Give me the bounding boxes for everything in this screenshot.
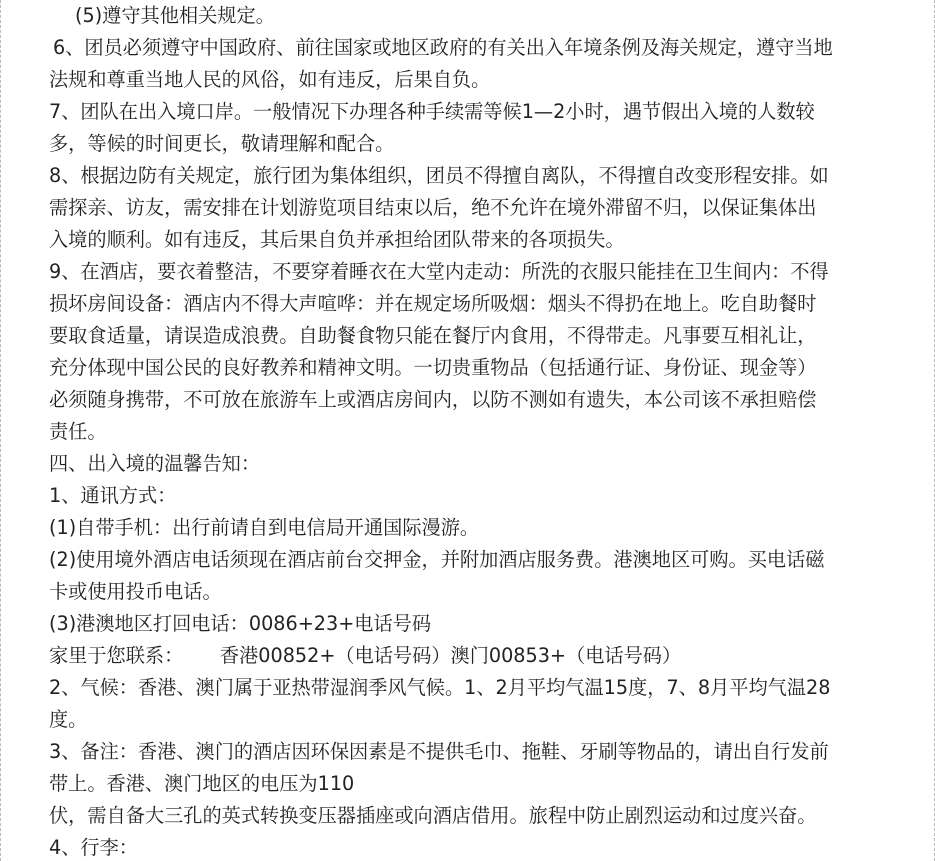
climate-info [49, 672, 909, 736]
text-line: 必须随身携带，不可放在旅游车上或酒店房间内，以防不测如有遗失，本公司该不承担赔偿 [49, 388, 817, 411]
rule-6-customs [49, 32, 909, 96]
rule-8-group-rules [49, 160, 909, 256]
section-4-heading [49, 448, 909, 480]
text-line: 入境的顺利。如有违反，其后果自负并承担给团队带来的各项损失。 [49, 228, 625, 251]
text-line: 伏，需自备大三孔的英式转换变压器插座或向酒店借用。旅程中防止剧烈运动和过度兴奋。 [49, 804, 817, 827]
rule-9-hotel-conduct [49, 256, 909, 448]
text-line: 2、气候：香港、澳门属于亚热带湿润季风气候。1、2月平均气温15度，7、8月平均气温28 [49, 676, 831, 699]
text-line: 3、备注：香港、澳门的酒店因环保因素是不提供毛巾、拖鞋、牙刷等物品的，请出自行发前 [49, 740, 829, 763]
text-line: 需探亲、访友，需安排在计划游览项目结束以后，绝不允许在境外滞留不归，以保证集体出 [49, 196, 817, 219]
text-line: 7、团队在出入境口岸。一般情况下办理各种手续需等候1—2小时，遇节假出入境的人数较 [49, 100, 815, 123]
text-line: 4、行李： [49, 836, 138, 859]
text-line: (1)自带手机：出行前请自到电信局开通国际漫游。 [49, 516, 480, 539]
communication-item-2 [49, 544, 909, 608]
notes-info [49, 736, 909, 832]
text-line: (5)遵守其他相关规定。 [75, 4, 275, 27]
text-line: 充分体现中国公民的良好教养和精神文明。一切贵重物品（包括通行证、身份证、现金等） [49, 356, 817, 379]
home-contact [49, 640, 909, 672]
text-line: 法规和尊重当地人民的风俗，如有违反，后果自负。 [49, 68, 491, 91]
text-line: 1、通讯方式： [49, 484, 177, 507]
article-body [49, 0, 909, 861]
rule-7-border-port [49, 96, 909, 160]
luggage-heading [49, 832, 909, 861]
text-line: 损坏房间设备：酒店内不得大声喧哗：并在规定场所吸烟：烟头不得扔在地上。吃自助餐时 [49, 292, 817, 315]
text-line: 6、团员必须遵守中国政府、前往国家或地区政府的有关出入年境条例及海关规定，遵守当地 [53, 36, 833, 59]
text-line: 家里于您联系： 香港00852+（电话号码）澳门00853+（电话号码） [49, 644, 682, 667]
text-line: (2)使用境外酒店电话须现在酒店前台交押金，并附加酒店服务费。港澳地区可购。买电话磁 [49, 548, 825, 571]
text-line: 卡或使用投币电话。 [49, 580, 222, 603]
communication-item-1 [49, 512, 909, 544]
text-line: 度。 [49, 708, 88, 731]
communication-heading [49, 480, 909, 512]
text-line: 要取食适量，请误造成浪费。自助餐食物只能在餐厅内食用，不得带走。凡事要互相礼让， [49, 324, 817, 347]
text-line: 8、根据边防有关规定，旅行团为集体组织，团员不得擅自离队，不得擅自改变形程安排。如 [49, 164, 829, 187]
section-title: 四、出入境的温馨告知： [49, 452, 261, 475]
text-line: 多，等候的时间更长，敬请理解和配合。 [49, 132, 395, 155]
communication-item-3 [49, 608, 909, 640]
text-line: 责任。 [49, 420, 107, 443]
rule-5-item-5 [49, 0, 909, 32]
text-line: 带上。香港、澳门地区的电压为110 [49, 772, 355, 795]
text-line: 9、在酒店，要衣着整洁，不要穿着睡衣在大堂内走动：所洗的衣服只能挂在卫生间内：不得 [49, 260, 829, 283]
text-line: (3)港澳地区打回电话：0086+23+电话号码 [49, 612, 432, 635]
